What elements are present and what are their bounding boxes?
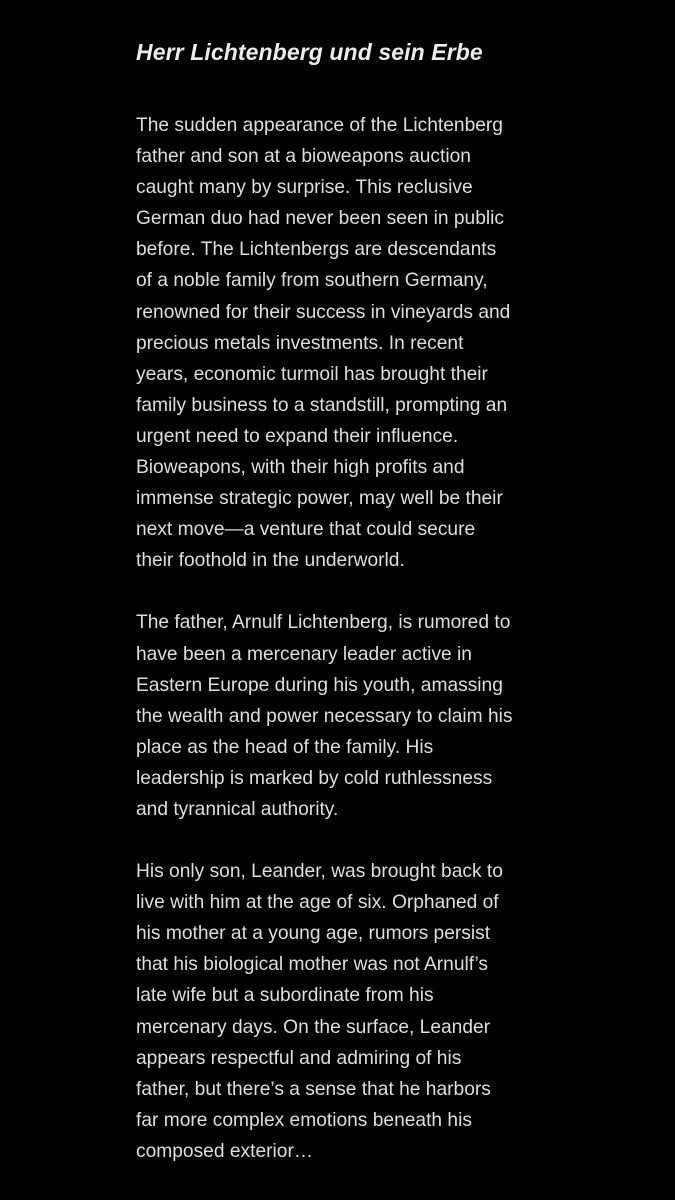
- paragraph-line: before. The Lichtenbergs are descendants: [136, 239, 497, 261]
- paragraph-line: mercenary days. On the surface, Leander: [136, 1016, 491, 1038]
- paragraph-1: [136, 110, 556, 576]
- paragraph-line: urgent need to expand their influence.: [136, 425, 459, 447]
- paragraph-line: immense strategic power, may well be their: [136, 488, 503, 510]
- paragraph-line: appears respectful and admiring of his: [136, 1047, 462, 1069]
- paragraph-line: next move—a venture that could secure: [136, 519, 476, 541]
- paragraph-line: that his biological mother was not Arnulf’s: [136, 954, 488, 976]
- paragraph-line: far more complex emotions beneath his: [136, 1109, 472, 1131]
- paragraph-line: father and son at a bioweapons auction: [136, 146, 471, 168]
- paragraph-line: family business to a standstill, prompting an: [136, 394, 508, 416]
- paragraph-line: renowned for their success in vineyards and: [136, 301, 511, 323]
- paragraph-line: German duo had never been seen in public: [136, 208, 505, 230]
- paragraph-line: Eastern Europe during his youth, amassing: [136, 674, 503, 696]
- paragraph-line: his mother at a young age, rumors persist: [136, 923, 491, 945]
- paragraph-2: [136, 607, 556, 825]
- paragraph-line: and tyrannical authority.: [136, 798, 339, 820]
- paragraph-line: Bioweapons, with their high profits and: [136, 457, 465, 479]
- paragraph-line: father, but there’s a sense that he harbors: [136, 1078, 491, 1100]
- article-title: Herr Lichtenberg und sein Erbe: [136, 39, 483, 65]
- paragraph-line: years, economic turmoil has brought their: [136, 363, 488, 385]
- paragraph-line: precious metals investments. In recent: [136, 332, 464, 354]
- paragraph-line: composed exterior…: [136, 1140, 314, 1162]
- paragraph-line: The father, Arnulf Lichtenberg, is rumored to: [136, 612, 511, 634]
- paragraph-3: [136, 856, 556, 1167]
- paragraph-line: leadership is marked by cold ruthlessness: [136, 767, 493, 789]
- article-body: [136, 110, 556, 1167]
- paragraph-line: their foothold in the underworld.: [136, 550, 405, 572]
- paragraph-line: place as the head of the family. His: [136, 736, 434, 758]
- paragraph-line: have been a mercenary leader active in: [136, 643, 472, 665]
- article: [136, 36, 556, 1167]
- paragraph-line: The sudden appearance of the Lichtenberg: [136, 115, 503, 136]
- paragraph-line: live with him at the age of six. Orphaned of: [136, 892, 499, 914]
- paragraph-line: the wealth and power necessary to claim his: [136, 705, 513, 727]
- paragraph-line: His only son, Leander, was brought back to: [136, 861, 503, 883]
- paragraph-line: late wife but a subordinate from his: [136, 985, 434, 1007]
- paragraph-line: of a noble family from southern Germany,: [136, 270, 488, 292]
- paragraph-line: caught many by surprise. This reclusive: [136, 177, 473, 199]
